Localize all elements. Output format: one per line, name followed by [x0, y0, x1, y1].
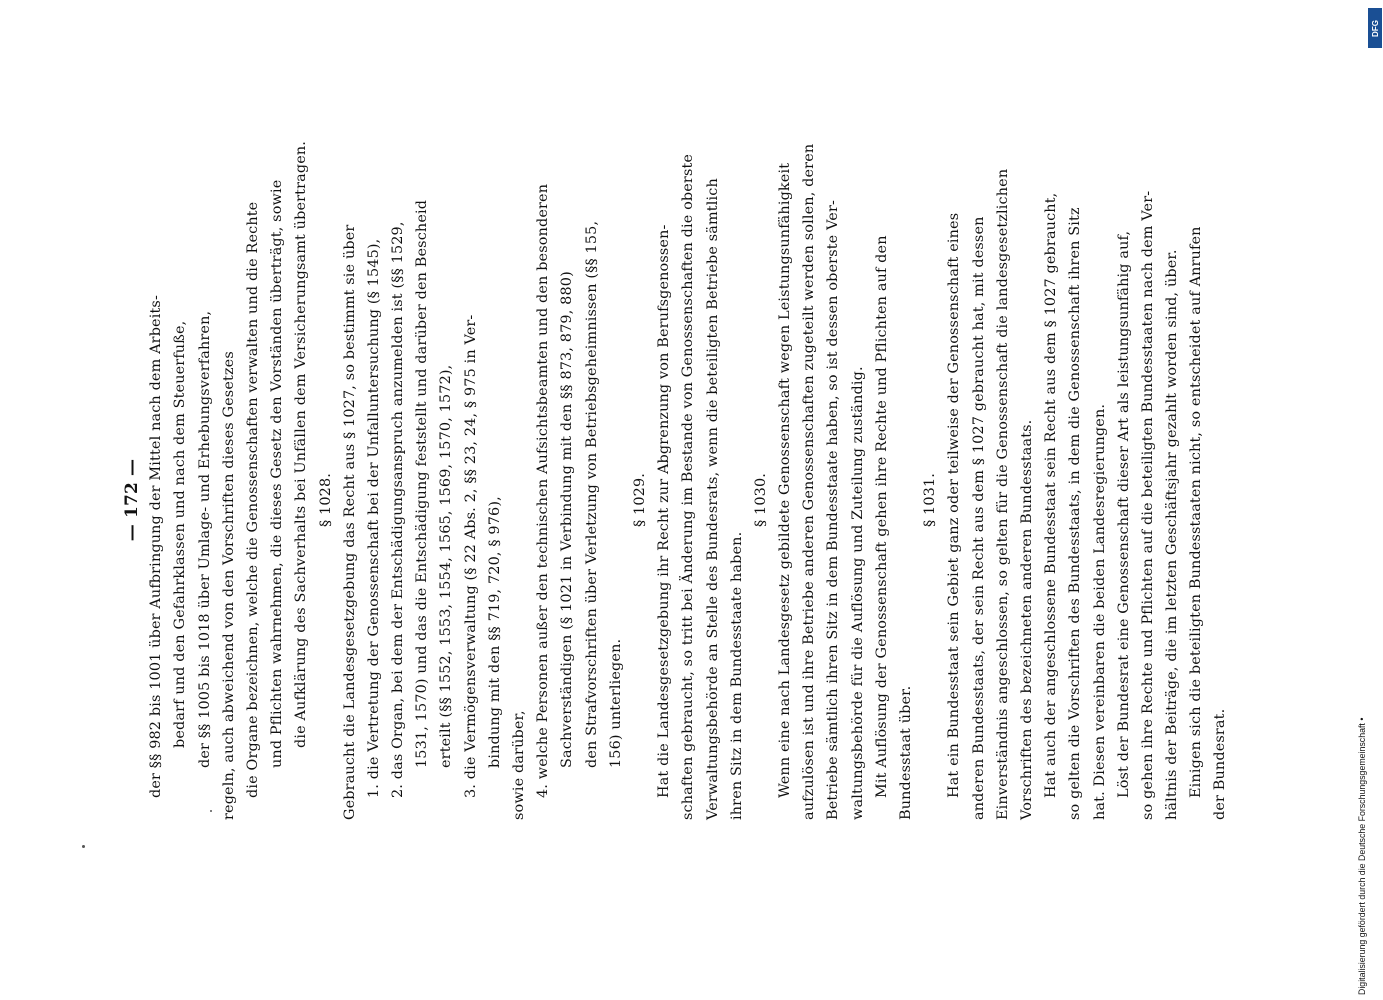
text-line: schaften gebraucht, so tritt bei Änderung im Bestande von Genossenschaften die oberste: [680, 153, 697, 820]
text-line: anderen Bundesstaats, der sein Recht aus dem § 1027 gebraucht hat, mit dessen: [970, 216, 987, 820]
text-line: Einigen sich die beteiligten Bundesstaaten nicht, so entscheidet auf Anrufen: [1188, 226, 1205, 798]
page-text-block: [120, 140, 1229, 820]
text-line: Vorschriften des bezeichneten anderen Bundesstaats.: [1018, 419, 1035, 820]
text-line: bindung mit den §§ 719, 720, § 976),: [486, 496, 503, 768]
digitization-credit: Digitalisierung gefördert durch die Deutsche Forschungsgemeinschaft •: [1357, 717, 1367, 995]
text-line: 3. die Vermögensverwaltung (§ 22 Abs. 2, §§ 23, 24, § 975 in Ver-: [462, 314, 479, 798]
text-line: Bundesstaat über.: [898, 685, 914, 820]
section-heading: § 1031.: [922, 472, 939, 528]
text-line: so gehen ihre Rechte und Pflichten auf die beteiligten Bundesstaaten nach dem Ver-: [1139, 190, 1156, 820]
text-line: Verwaltungsbehörde an Stelle des Bundesrats, wenn die beteiligten Betriebe sämtlich: [704, 178, 721, 820]
text-line: der §§ 1005 bis 1018 über Umlage- und Erhebungsverfahren,: [196, 310, 213, 768]
text-line: 1531, 1570) und das die Entschädigung feststellt und darüber den Bescheid: [414, 199, 431, 768]
text-line: erteilt (§§ 1552, 1553, 1554, 1565, 1569, 1570, 1572),: [438, 364, 455, 768]
dfg-logo-text: DFG: [1370, 19, 1380, 37]
text-line: Wenn eine nach Landesgesetz gebildete Genossenschaft wegen Leistungsunfähigkeit: [777, 162, 794, 798]
text-lines: [144, 140, 1232, 820]
text-line: aufzulösen ist und ihre Betriebe anderen Genossenschaften zugeteilt werden sollen, deren: [801, 143, 818, 820]
text-line: hat. Diesen vereinbaren die beiden Landesregierungen.: [1091, 403, 1108, 820]
text-line: Mit Auflösung der Genossenschaft gehen ihre Rechte und Pflichten auf den: [873, 235, 890, 798]
digitization-sidebar: [1355, 0, 1383, 1000]
page-number: — 172 —: [122, 458, 142, 542]
text-line: Löst der Bundesrat eine Genossenschaft dieser Art als leistungsunfähig auf,: [1115, 230, 1132, 798]
text-line: und Pflichten wahrnehmen, die dieses Gesetz den Vorständen überträgt, sowie: [269, 179, 286, 768]
text-line: die Organe bezeichnen, welche die Genossenschaften verwalten und die Rechte: [244, 201, 261, 798]
text-line: Gebraucht die Landesgesetzgebung das Recht aus § 1027, so bestimmt sie über: [341, 224, 358, 820]
text-line: Sachverständigen (§ 1021 in Verbindung mit den §§ 873, 879, 880): [559, 271, 576, 768]
text-line: bedarf und den Gefahrklassen und nach dem Steuerfuße,: [172, 320, 189, 748]
scan-speck: [210, 810, 212, 812]
text-line: Hat die Landesgesetzgebung ihr Recht zur Abgrenzung von Berufsgenossen-: [656, 224, 673, 798]
dfg-logo: [1368, 8, 1382, 48]
text-line: 156) unterliegen.: [607, 638, 624, 768]
text-line: 2. das Organ, bei dem der Entschädigungsanspruch anzumelden ist (§§ 1529,: [390, 221, 407, 798]
text-line: Hat auch der angeschlossene Bundesstaat sein Recht aus dem § 1027 gebraucht,: [1043, 192, 1060, 798]
text-line: Hat ein Bundesstaat sein Gebiet ganz oder teilweise der Genossenschaft eines: [946, 212, 963, 798]
text-line: waltungsbehörde für die Auflösung und Zuteilung zuständig.: [849, 366, 866, 820]
text-line: die Aufklärung des Sachverhalts bei Unfällen dem Versicherungsamt übertragen.: [293, 140, 310, 748]
text-line: regeln, auch abweichend von den Vorschriften dieses Gesetzes: [220, 351, 237, 820]
text-line: Einverständnis angeschlossen, so gelten für die Genossenschaft die landesgesetzlichen: [994, 168, 1011, 820]
section-heading: § 1029.: [631, 472, 648, 528]
text-line: ihren Sitz in dem Bundesstaate haben.: [728, 531, 745, 820]
text-line: Betriebe sämtlich ihren Sitz in dem Bundesstaate haben, so ist dessen oberste Ver-: [825, 200, 842, 820]
section-heading: § 1030.: [752, 472, 769, 528]
text-line: hältnis der Beiträge, die im letzten Geschäftsjahr gezahlt worden sind, über.: [1164, 249, 1181, 820]
text-line: so gelten die Vorschriften des Bundesstaats, in dem die Genossenschaft ihren Sitz: [1067, 207, 1084, 820]
text-line: 1. die Vertretung der Genossenschaft bei der Unfalluntersuchung (§ 1545),: [365, 238, 382, 798]
text-line: den Strafvorschriften über Verletzung von Betriebsgeheimnissen (§§ 155,: [583, 220, 600, 768]
text-line: sowie darüber,: [511, 710, 527, 820]
scan-speck: [82, 845, 85, 848]
text-line: der §§ 982 bis 1001 über Aufbringung der Mittel nach dem Arbeits-: [148, 295, 165, 798]
text-line: der Bundesrat.: [1212, 708, 1229, 820]
section-heading: § 1028.: [317, 472, 334, 528]
text-line: 4. welche Personen außer den technischen Aufsichtsbeamten und den besonderen: [535, 183, 552, 798]
